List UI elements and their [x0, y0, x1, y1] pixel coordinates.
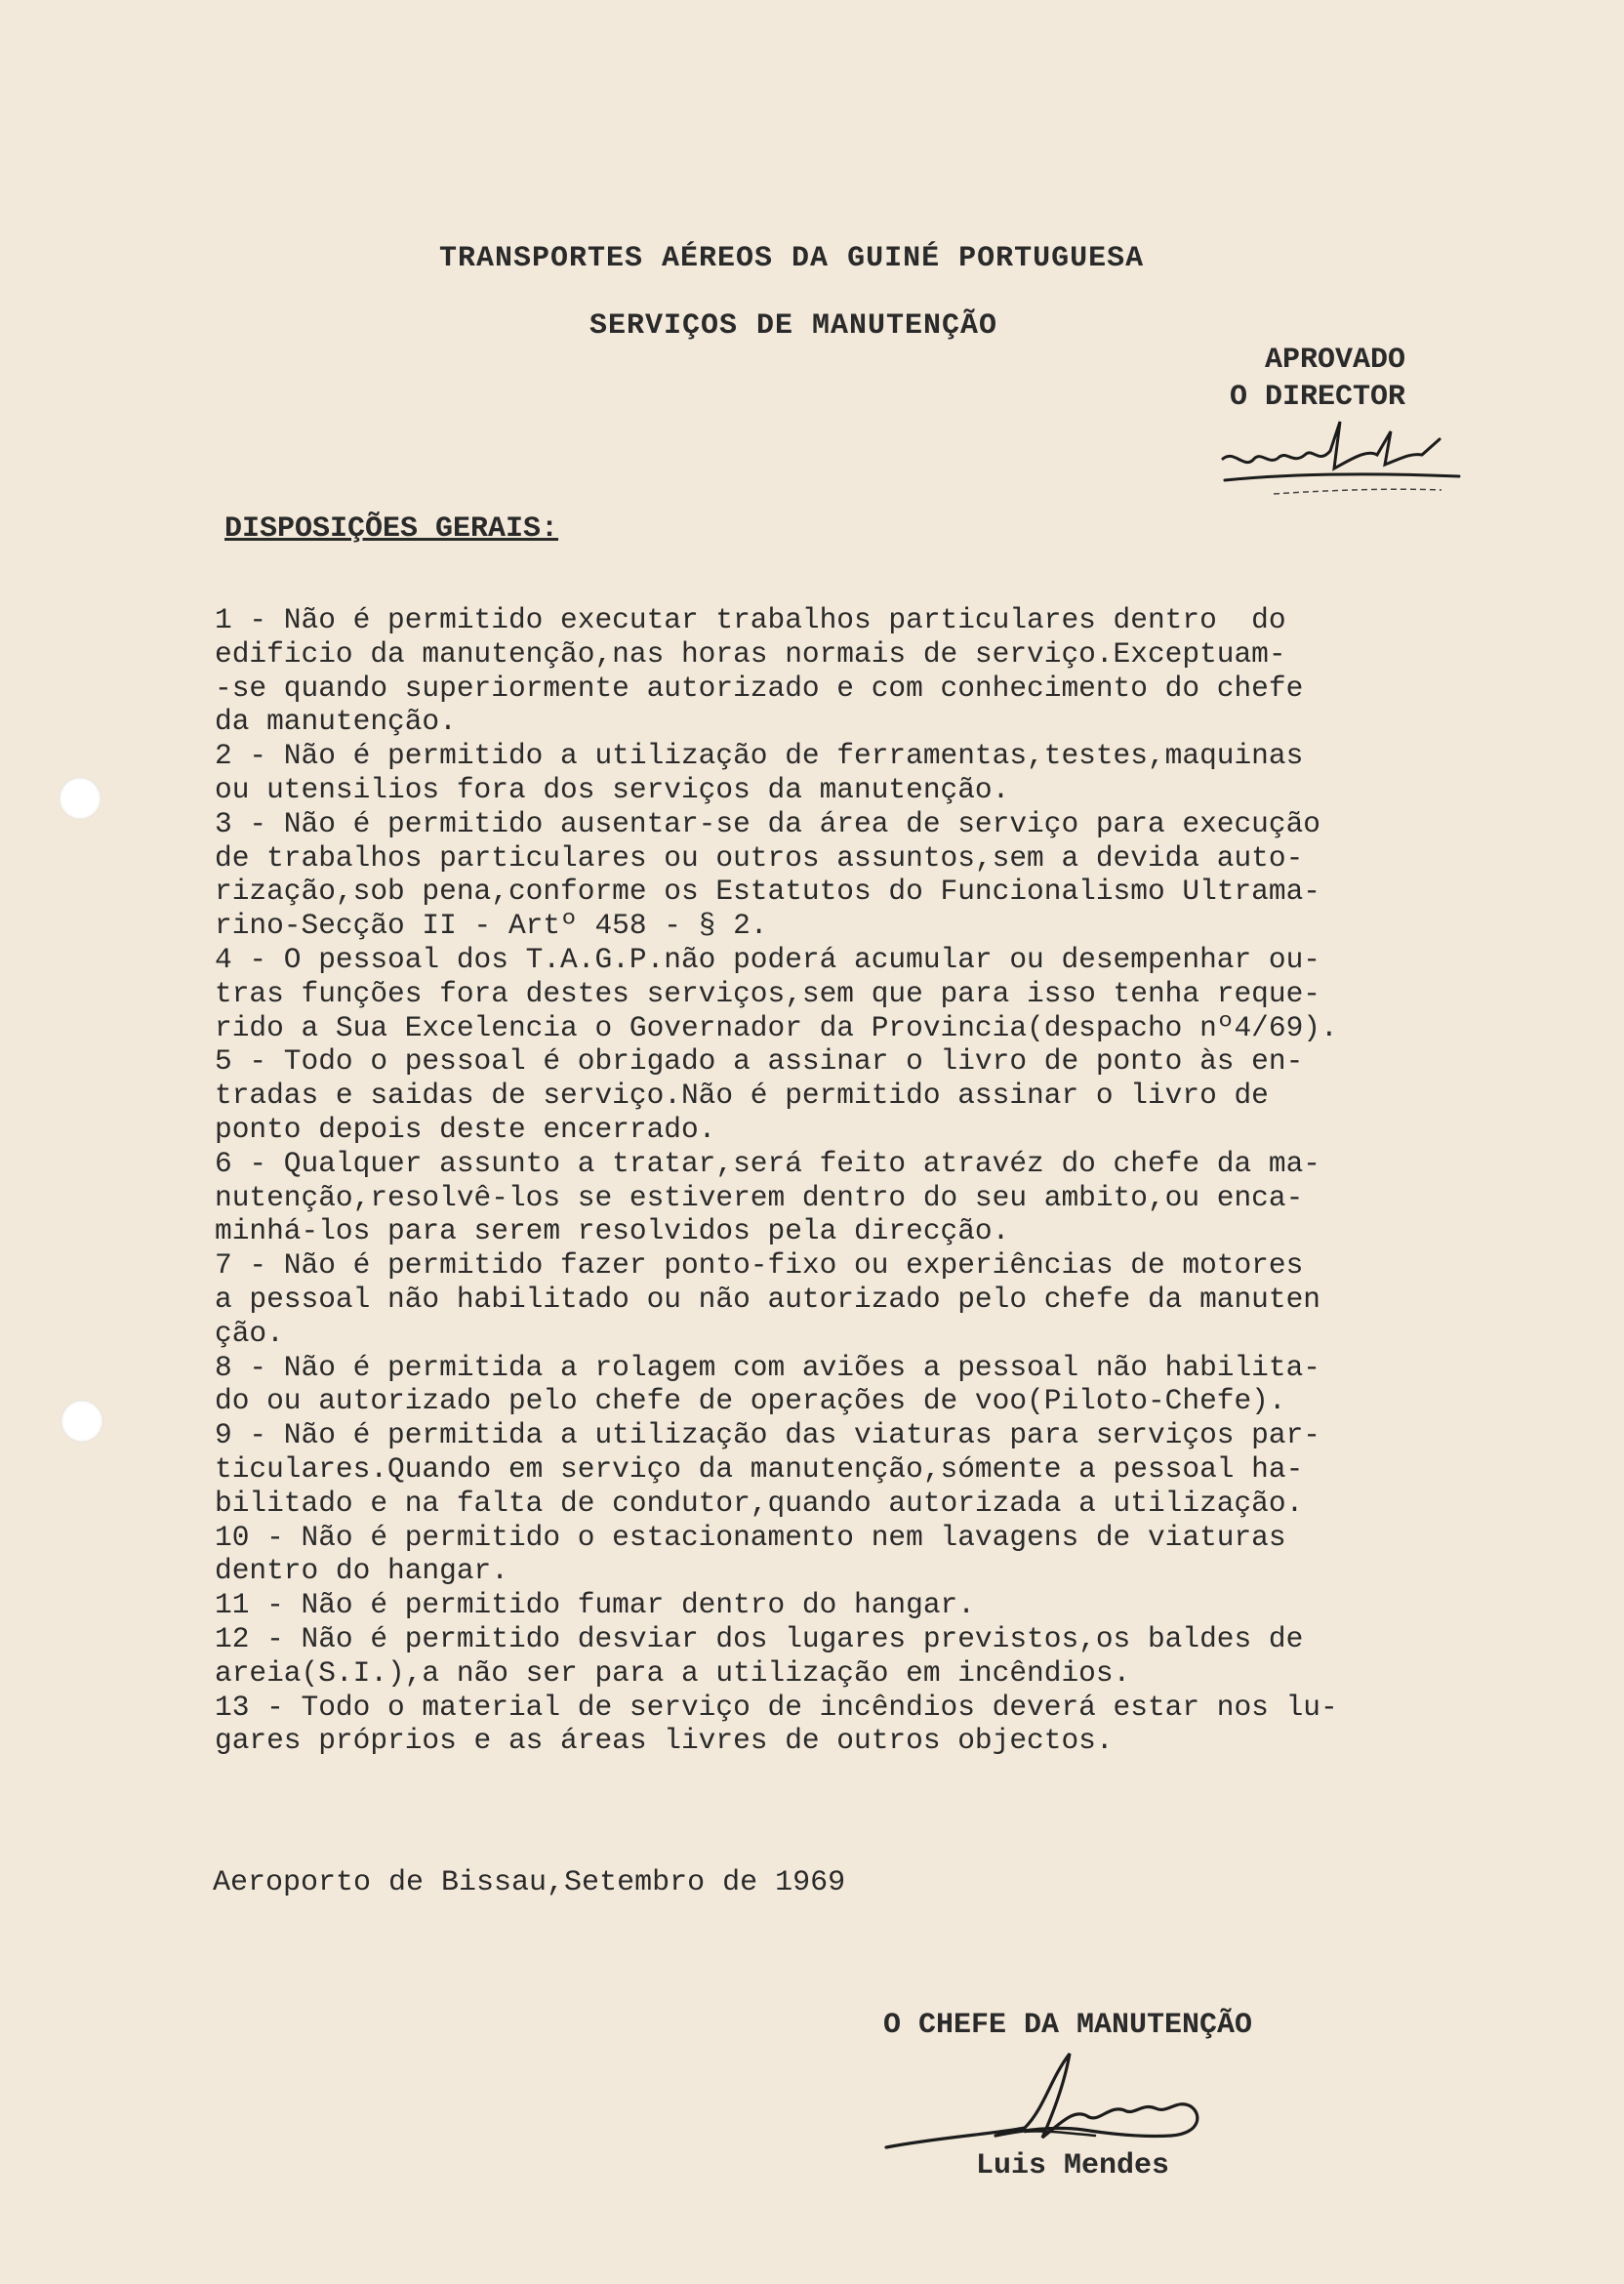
body-line: 8 - Não é permitida a rolagem com aviões a pessoal não habilita- — [215, 1350, 1320, 1384]
body-line: ticulares.Quando em serviço da manutenção,sómente a pessoal ha- — [215, 1451, 1304, 1486]
body-line: 7 - Não é permitido fazer ponto-fixo ou experiências de motores — [215, 1248, 1304, 1283]
body-line: gares próprios e as áreas livres de outros objectos. — [215, 1724, 1114, 1758]
body-line: 9 - Não é permitida a utilização das viaturas para serviços par- — [215, 1418, 1320, 1452]
body-line: rino-Secção II - Artº 458 - § 2. — [215, 909, 768, 943]
body-line: 12 - Não é permitido desviar dos lugares previstos,os baldes de — [215, 1621, 1304, 1655]
body-line: a pessoal não habilitado ou não autorizado pelo chefe da manuten — [215, 1282, 1320, 1316]
place-and-date: Aeroporto de Bissau,Setembro de 1969 — [213, 1866, 846, 1899]
approval-director: O DIRECTOR — [1230, 381, 1406, 414]
body-line: da manutenção. — [215, 705, 457, 739]
body-line: 11 - Não é permitido fumar dentro do hangar. — [215, 1588, 975, 1622]
body-line: nutenção,resolvê-los se estiverem dentro do seu ambito,ou enca- — [215, 1180, 1304, 1214]
body-line: 1 - Não é permitido executar trabalhos particulares dentro do — [215, 603, 1286, 636]
organization-title: TRANSPORTES AÉREOS DA GUINÉ PORTUGUESA — [439, 242, 1145, 275]
section-title: DISPOSIÇÕES GERAIS: — [224, 512, 559, 546]
body-line: tradas e saidas de serviço.Não é permitido assinar o livro de — [215, 1079, 1269, 1113]
body-line: do ou autorizado pelo chefe de operações de voo(Piloto-Chefe). — [215, 1384, 1286, 1418]
body-line: bilitado e na falta de condutor,quando autorizada a utilização. — [215, 1486, 1304, 1520]
body-line: 13 - Todo o material de serviço de incêndios deverá estar nos lu- — [215, 1690, 1338, 1724]
chief-signature — [878, 2040, 1249, 2167]
body-line: minhá-los para serem resolvidos pela direcção. — [215, 1214, 1010, 1248]
body-line: dentro do hangar. — [215, 1554, 508, 1588]
punch-hole-bottom — [61, 1400, 103, 1443]
approval-block — [1230, 342, 1405, 416]
body-line: ção. — [215, 1316, 284, 1350]
body-line: ponto depois deste encerrado. — [215, 1112, 716, 1146]
body-line: ou utensilios fora dos serviços da manutenção. — [215, 772, 1010, 806]
punch-hole-top — [59, 777, 102, 820]
body-line: 2 - Não é permitido a utilização de ferramentas,testes,maquinas — [215, 739, 1304, 773]
body-line: rido a Sua Excelencia o Governador da Provincia(despacho nº4/69). — [215, 1010, 1338, 1044]
regulations-list — [215, 603, 1464, 1758]
body-line: 6 - Qualquer assunto a tratar,será feito atravéz do chefe da ma- — [215, 1146, 1320, 1180]
body-line: tras funções fora destes serviços,sem que para isso tenha reque- — [215, 976, 1320, 1010]
body-line: de trabalhos particulares ou outros assuntos,sem a devida auto- — [215, 840, 1304, 875]
signatory-name: Luis Mendes — [976, 2149, 1170, 2182]
department-title: SERVIÇOS DE MANUTENÇÃO — [589, 309, 998, 343]
director-signature — [1215, 410, 1469, 508]
body-line: 10 - Não é permitido o estacionamento nem lavagens de viaturas — [215, 1520, 1286, 1554]
signatory-title: O CHEFE DA MANUTENÇÃO — [883, 2009, 1253, 2042]
body-line: edificio da manutenção,nas horas normais de serviço.Exceptuam- — [215, 636, 1286, 671]
body-line: rização,sob pena,conforme os Estatutos do Funcionalismo Ultrama- — [215, 875, 1320, 909]
body-line: 3 - Não é permitido ausentar-se da área de serviço para execução — [215, 806, 1320, 840]
approval-label: APROVADO — [1265, 344, 1406, 377]
body-line: 5 - Todo o pessoal é obrigado a assinar o livro de ponto às en- — [215, 1044, 1304, 1079]
body-line: areia(S.I.),a não ser para a utilização em incêndios. — [215, 1655, 1131, 1690]
body-line: -se quando superiormente autorizado e com conhecimento do chefe — [215, 671, 1304, 705]
body-line: 4 - O pessoal dos T.A.G.P.não poderá acumular ou desempenhar ou- — [215, 942, 1320, 976]
